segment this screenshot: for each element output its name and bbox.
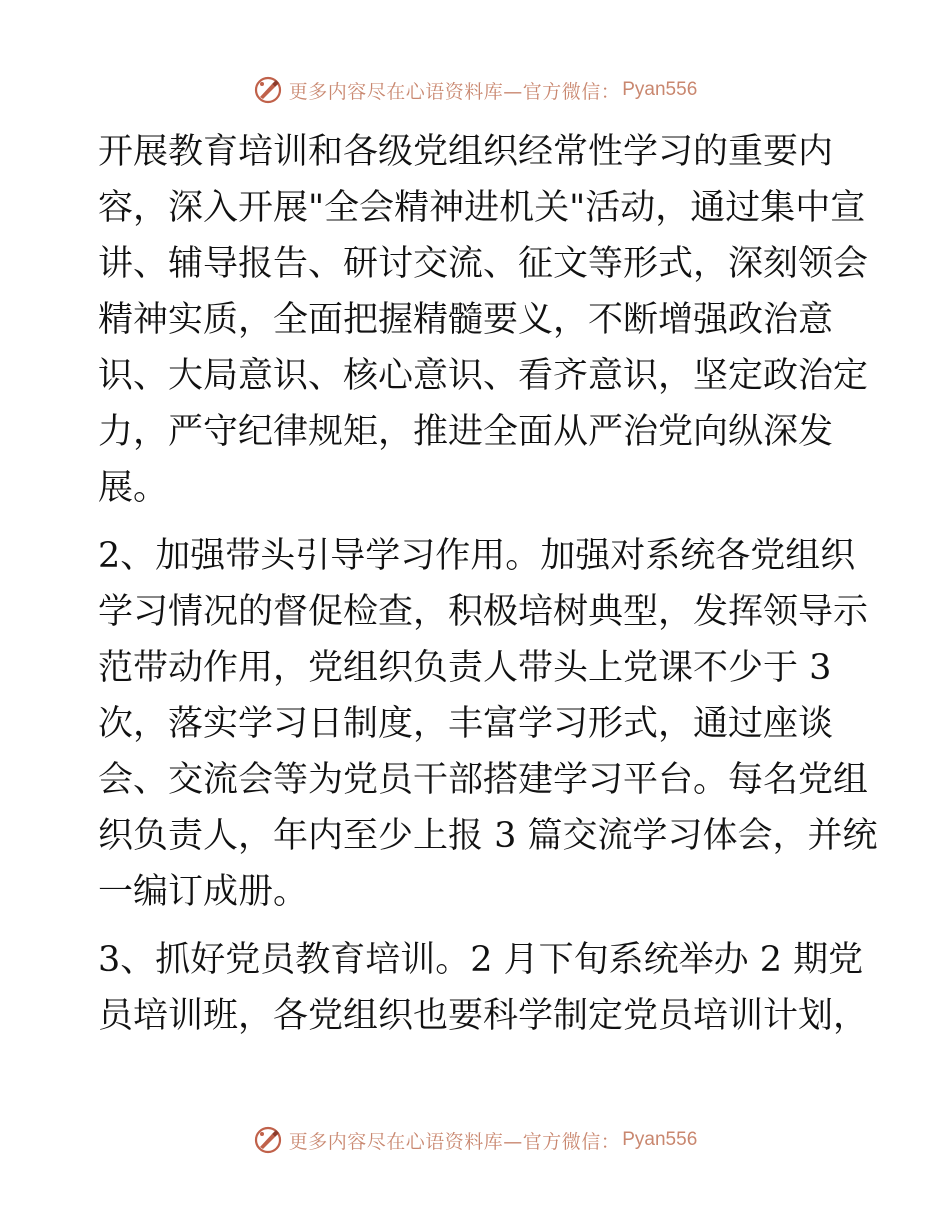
text-line: 识、大局意识、核心意识、看齐意识，坚定政治定 (98, 356, 869, 396)
text-line: 会、交流会等为党员干部搭建学习平台。每名党组 (98, 760, 869, 800)
text-line: 3、抓好党员教育培训。2 月下旬系统举办 2 期党 (98, 940, 864, 980)
footer-watermark (0, 1120, 950, 1160)
text-line: 学习情况的督促检查，积极培树典型，发挥领导示 (98, 592, 869, 632)
text-line: 次，落实学习日制度，丰富学习形式，通过座谈 (98, 704, 834, 744)
paragraph-2 (98, 528, 878, 920)
text-line: 2、加强带头引导学习作用。加强对系统各党组织 (98, 536, 856, 576)
pen-logo-icon (253, 75, 283, 105)
text-line: 一编订成册。 (98, 872, 309, 912)
text-line: 展。 (98, 468, 169, 508)
text-line: 员培训班，各党组织也要科学制定党员培训计划， (98, 996, 869, 1036)
text-line: 力，严守纪律规矩，推进全面从严治党向纵深发 (98, 412, 834, 452)
pen-logo-icon (253, 1125, 283, 1155)
header-watermark (0, 70, 950, 110)
paragraph-1 (98, 124, 868, 516)
text-line: 开展教育培训和各级党组织经常性学习的重要内 (98, 132, 834, 172)
text-line: 容，深入开展"全会精神进机关"活动，通过集中宣 (98, 188, 866, 228)
document-body (98, 124, 878, 1044)
paragraph-3 (98, 932, 868, 1044)
watermark-text: 更多内容尽在心语资料库—官方微信： (288, 1130, 621, 1153)
text-line: 织负责人，年内至少上报 3 篇交流学习体会，并统 (98, 816, 878, 856)
text-line: 讲、辅导报告、研讨交流、征文等形式，深刻领会 (98, 244, 869, 284)
text-line: 范带动作用，党组织负责人带头上党课不少于 3 (98, 648, 832, 688)
watermark-wechat-id: Pyan556 (622, 79, 698, 100)
watermark-text: 更多内容尽在心语资料库—官方微信： (288, 80, 621, 103)
watermark-wechat-id: Pyan556 (622, 1129, 698, 1150)
text-line: 精神实质，全面把握精髓要义，不断增强政治意 (98, 300, 834, 340)
